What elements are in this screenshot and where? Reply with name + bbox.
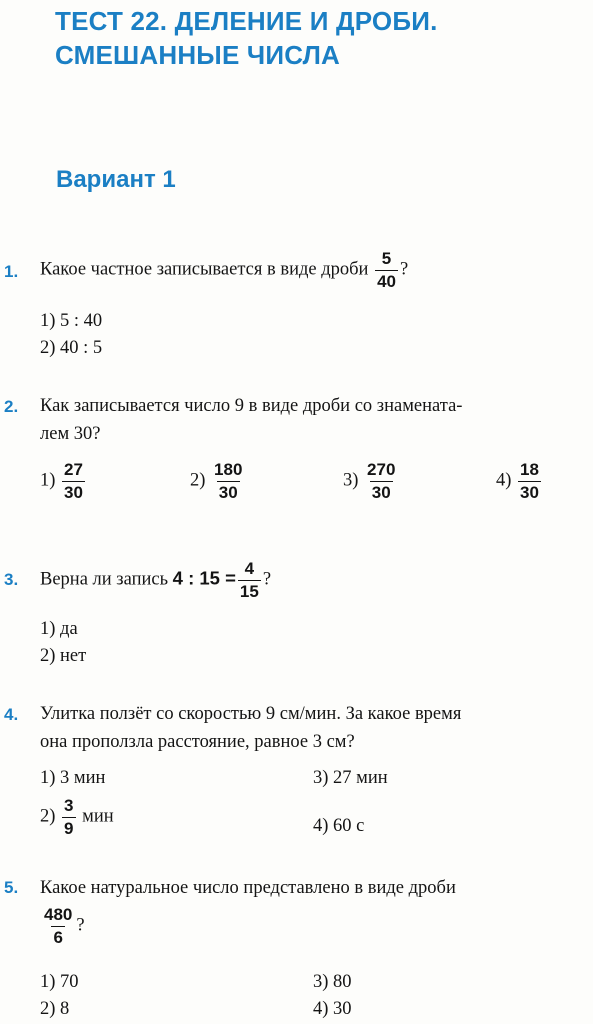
fraction-numerator: 180 (214, 460, 243, 479)
question-5-fraction-line (40, 906, 85, 947)
question-1-answer-1[interactable]: 1) 5 : 40 (40, 311, 103, 331)
option-fraction (518, 461, 541, 502)
question-4-answer-1[interactable]: 1) 3 мин (40, 768, 106, 788)
fraction-numerator: 4 (244, 559, 255, 578)
question-3-answer-2[interactable]: 2) нет (40, 646, 87, 666)
question-1-answer-2[interactable]: 2) 40 : 5 (40, 338, 103, 358)
question-3-fraction (238, 560, 261, 601)
question-1-fraction (375, 250, 398, 291)
fraction-numerator: 270 (367, 460, 396, 479)
option-label: 4) (496, 470, 512, 491)
fraction-denominator: 9 (64, 818, 74, 838)
question-5-answer-1[interactable]: 1) 70 (40, 972, 79, 992)
fraction-numerator: 5 (381, 249, 392, 268)
fraction-denominator: 30 (371, 482, 391, 502)
fraction-numerator: 480 (44, 905, 73, 924)
question-5-text: Какое натуральное число представлено в виде дроби (40, 878, 456, 898)
question-mark: ? (400, 259, 409, 280)
fraction-denominator: 15 (239, 581, 259, 601)
question-5-answer-2[interactable]: 2) 8 (40, 999, 70, 1019)
question-2-option-1[interactable] (40, 461, 87, 502)
question-3-number: 3. (4, 570, 19, 589)
question-2-line2: лем 30? (40, 424, 101, 444)
question-4-line2: она проползла расстояние, равное 3 см? (40, 732, 355, 752)
question-4-number: 4. (4, 705, 19, 724)
option-unit: мин (82, 806, 114, 827)
question-4-answer-4[interactable]: 4) 60 с (313, 816, 365, 836)
fraction-denominator: 30 (218, 482, 238, 502)
fraction-denominator: 30 (520, 482, 539, 502)
question-5-fraction (42, 906, 74, 947)
option-fraction (365, 461, 397, 502)
question-mark: ? (76, 915, 85, 936)
question-5-answer-4[interactable]: 4) 30 (313, 999, 352, 1019)
test-title-line1: ТЕСТ 22. ДЕЛЕНИЕ И ДРОБИ. (55, 6, 438, 36)
question-1-number: 1. (4, 262, 19, 281)
question-2-option-3[interactable] (343, 461, 399, 502)
question-4-line1: Улитка ползёт со скоростью 9 см/мин. За какое время (40, 704, 462, 724)
option-label: 2) (190, 470, 206, 491)
option-label: 2) (40, 806, 56, 827)
option-fraction (62, 461, 85, 502)
question-2-line1: Как записывается число 9 в виде дроби со знамената- (40, 396, 463, 416)
option-fraction (62, 797, 75, 838)
variant-heading: Вариант 1 (56, 166, 176, 193)
question-2-option-4[interactable] (496, 461, 543, 502)
question-3-text (40, 560, 271, 601)
question-2-number: 2. (4, 397, 19, 416)
question-5-answer-3[interactable]: 3) 80 (313, 972, 352, 992)
question-5-number: 5. (4, 878, 19, 897)
question-3-label: Верна ли запись (40, 569, 169, 590)
question-3-expression: 4 : 15 = (172, 567, 236, 589)
fraction-denominator: 40 (377, 271, 396, 291)
option-label: 1) (40, 470, 56, 491)
fraction-numerator: 18 (520, 460, 539, 479)
question-4-answer-2[interactable] (40, 797, 114, 838)
fraction-denominator: 6 (53, 927, 63, 947)
fraction-numerator: 27 (64, 460, 83, 479)
option-fraction (212, 461, 244, 502)
fraction-denominator: 30 (64, 482, 83, 502)
fraction-numerator: 3 (64, 796, 74, 815)
question-3-answer-1[interactable]: 1) да (40, 619, 78, 639)
question-mark: ? (262, 569, 272, 590)
question-1-text (40, 250, 408, 291)
option-label: 3) (343, 470, 359, 491)
question-2-option-2[interactable] (190, 461, 246, 502)
question-4-answer-3[interactable]: 3) 27 мин (313, 768, 388, 788)
test-title-line2: СМЕШАННЫЕ ЧИСЛА (55, 40, 341, 70)
question-1-label: Какое частное записывается в виде дроби (40, 259, 369, 280)
